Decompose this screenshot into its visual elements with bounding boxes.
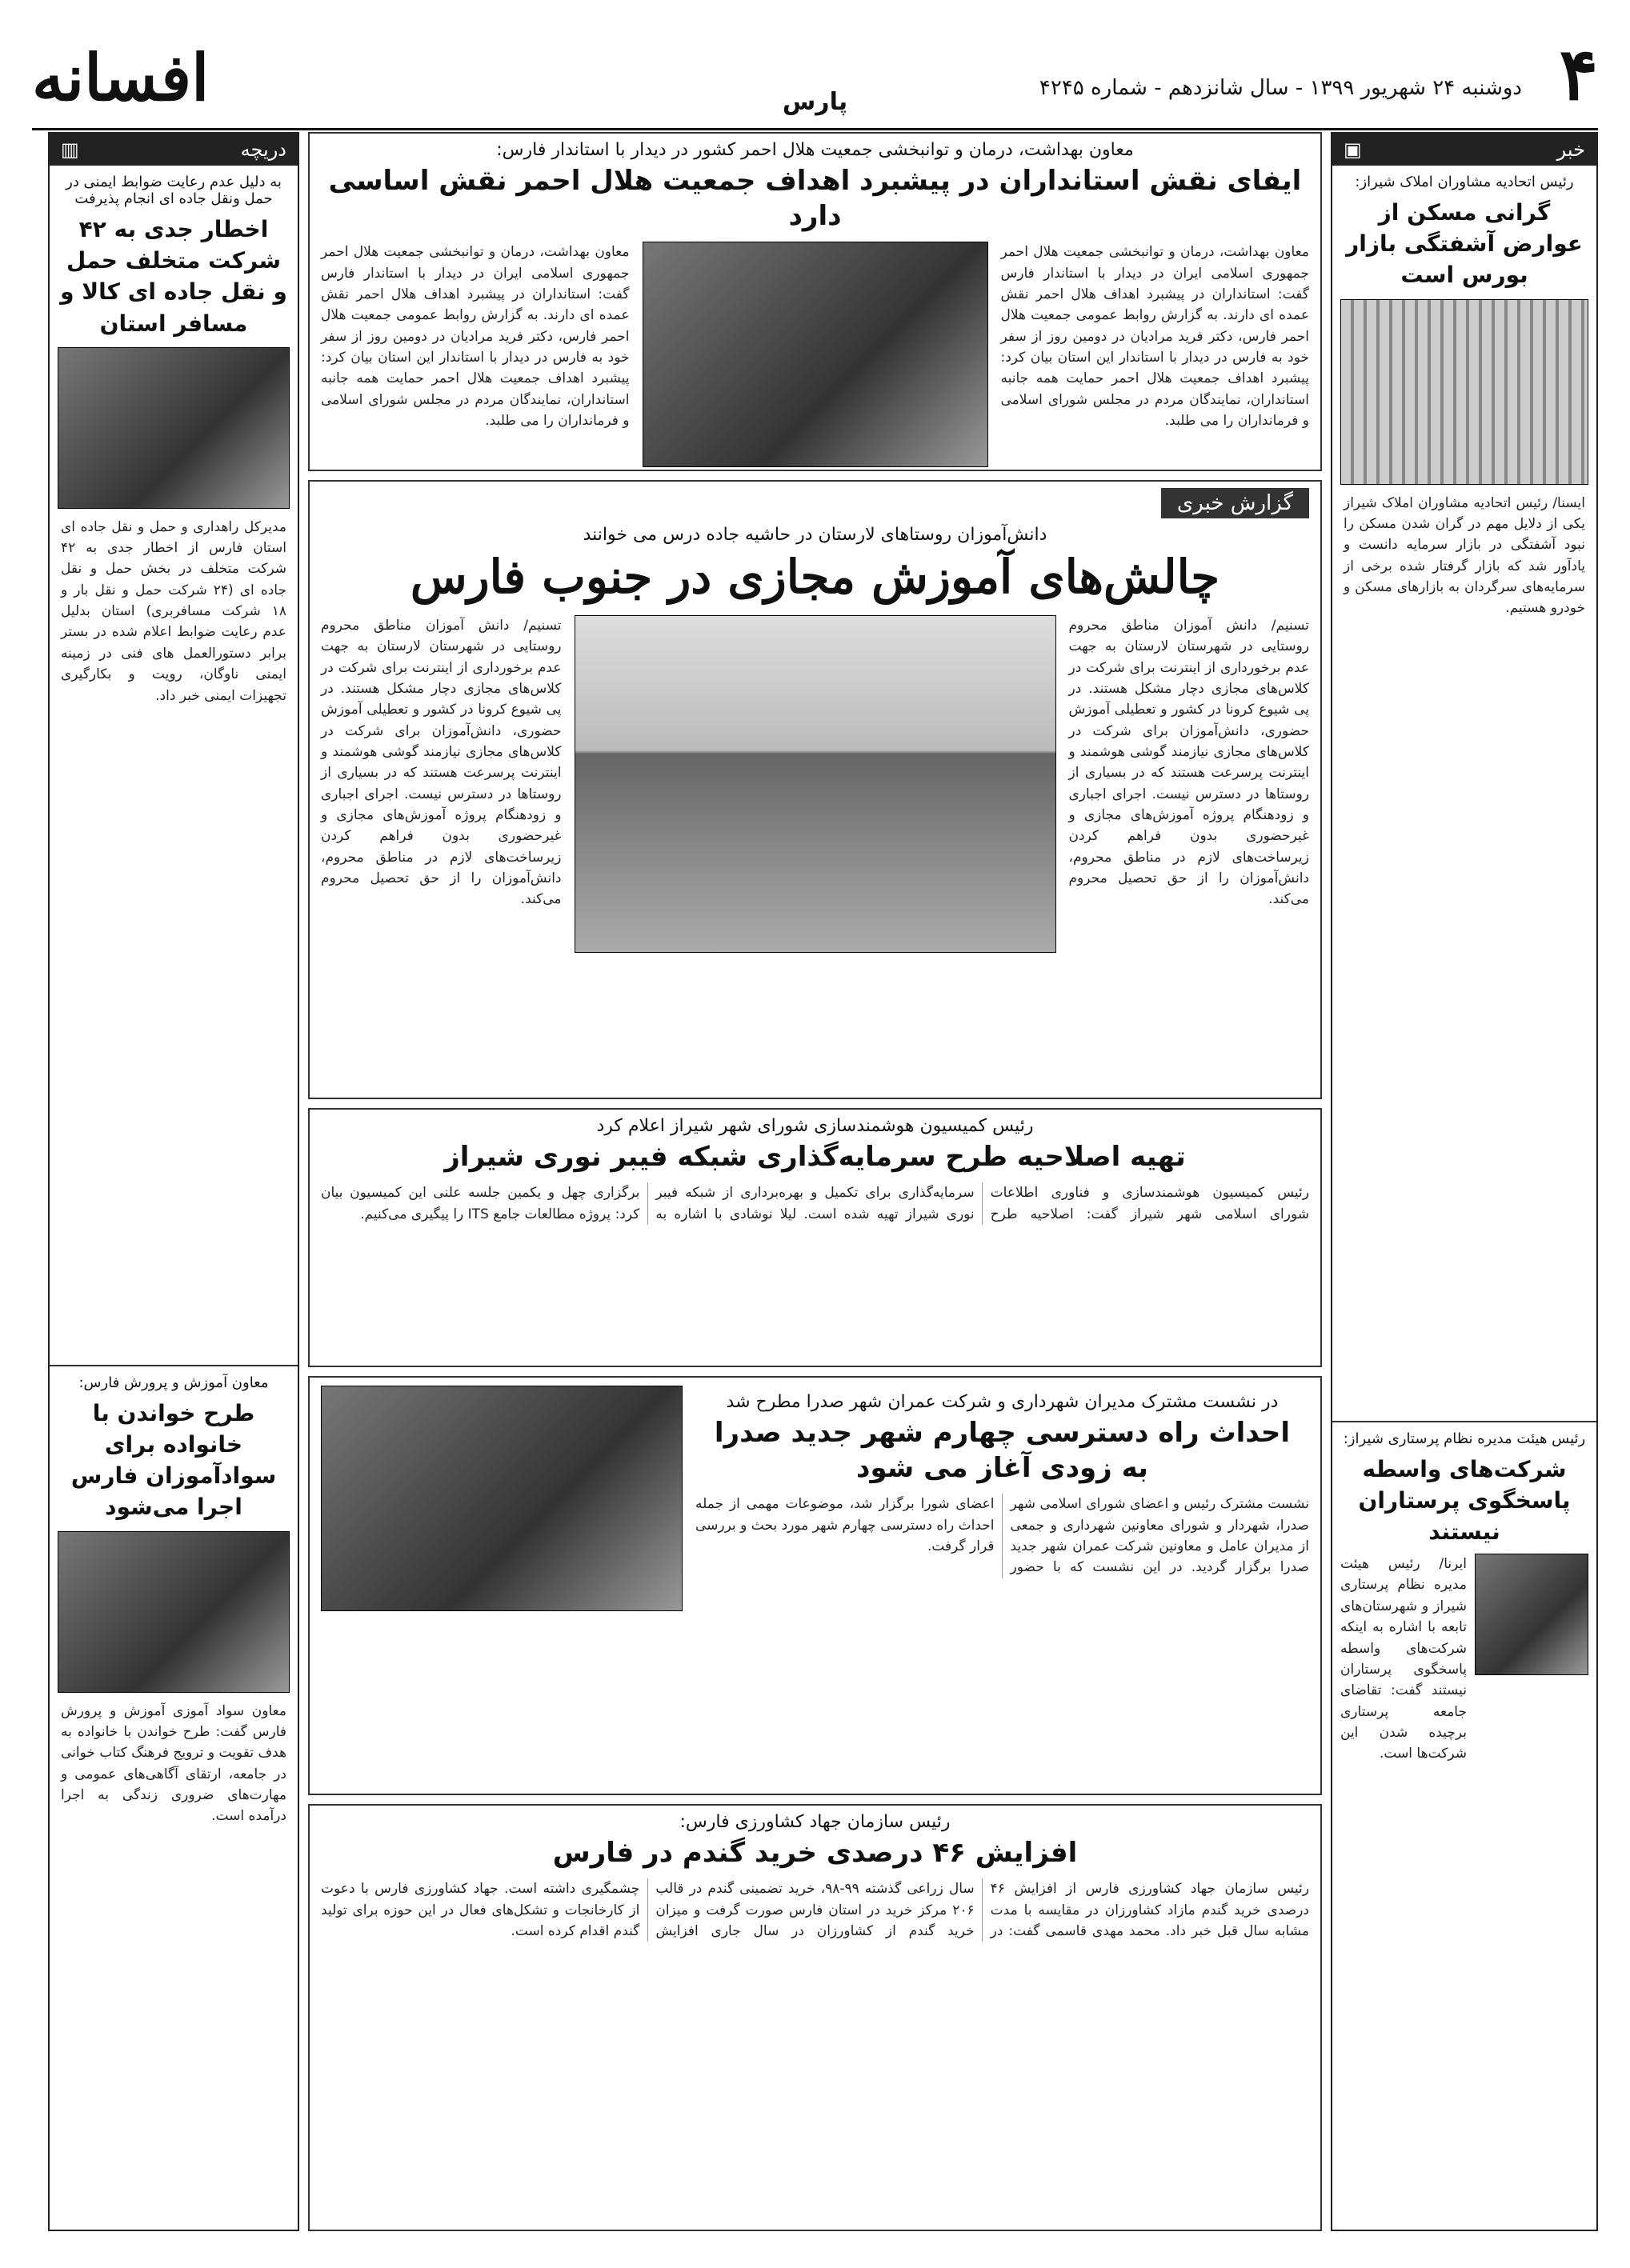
article4-kicker: در نشست مشترک مدیران شهرداری و شرکت عمران شهر صدرا مطرح شد <box>726 1392 1279 1412</box>
left-kicker: به دلیل عدم رعایت ضوابط ایمنی در حمل ونقل جاده ای انجام پذیرفت <box>66 174 282 207</box>
portrait-photo <box>1475 1554 1588 1675</box>
right-kicker: رئیس اتحادیه مشاوران املاک شیراز: <box>1355 174 1574 190</box>
road-photo <box>575 615 1056 953</box>
official-photo <box>58 347 290 509</box>
right-kicker-2: رئیس هیئت مدیره نظام پرستاری شیراز: <box>1343 1430 1586 1447</box>
education-official-photo <box>58 1531 290 1693</box>
article5-body: رئیس سازمان جهاد کشاورزی فارس از افزایش ۴۶ درصدی خرید گندم مازاد کشاورزان در مقایسه با مدت مشابه سال قبل خبر داد. محمد مهدی قاسمی گفت: در سال زراعی گذشته ۹۹-۹۸، خرید تضمینی گندم در قالب ۲۰۶ مرکز خرید در استان فارس صورت گرفت و میزان خرید گندم از کشاورزان در سال جاری افزایش چشمگیری داشته است. جهاد کشاورزی فارس با دعوت از کارخانجات و تشکل‌های فعال در این حوزه برای تولید گندم اقدام کرده است. <box>321 1881 1309 1939</box>
left-body: مدیرکل راهداری و حمل و نقل جاده ای استان فارس از اخطار جدی به ۴۲ شرکت متخلف در بخش حمل و نقل جاده ای (۲۴ شرکت حمل و نقل بار و ۱۸ شرکت مسافربری) استان بدلیل عدم رعایت ضوابط اعلام شده در بستر برابر دستورالعمل های فنی در زمینه ایمنی ناوگان، رویت و بکارگیری تجهیزات ایمنی خبر داد. <box>61 518 286 704</box>
right-body: ایسنا/ رئیس اتحادیه مشاوران املاک شیراز یکی از دلایل مهم در گران شدن مسکن را نبود آشفتگی در بازار سرمایه دانست و یادآور شد که بازار گرفتار شده برخی از سرمایه‌های سرگردان به بازارهای مسکن و خودرو هستیم. <box>1344 494 1585 617</box>
article2-kicker: دانش‌آموزان روستاهای لارستان در حاشیه جاده درس می خوانند <box>583 525 1047 545</box>
page-number: ۴ <box>1559 32 1598 117</box>
book-icon: ▥ <box>61 138 79 161</box>
article3-headline: تهیه اصلاحیه طرح سرمایه‌گذاری شبکه فیبر نوری شیراز <box>444 1141 1186 1173</box>
article-sadra-road <box>308 1376 1322 1795</box>
meeting-photo <box>643 242 988 467</box>
right-headline: گرانی مسکن از عوارض آشفتگی بازار بورس است <box>1346 199 1583 289</box>
dateline: دوشنبه ۲۴ شهریور ۱۳۹۹ - سال شانزدهم - شماره ۴۲۴۵ <box>1039 76 1522 100</box>
newspaper-logo: افسانه <box>32 40 210 115</box>
article1-kicker: معاون بهداشت، درمان و توانبخشی جمعیت هلال احمر کشور در دیدار با استاندار فارس: <box>496 140 1134 160</box>
article3-body: رئیس کمیسیون هوشمندسازی و فناوری اطلاعات شورای اسلامی شهر شیراز گفت: اصلاحیه طرح سرمایه‌گذاری برای تکمیل و بهره‌برداری از شبکه فیبر نوری شیراز تهیه شده است. لیلا نوشادی با اشاره به برگزاری چهل و یکمین جلسه علنی این کمیسیون بیان کرد: پروژه مطالعات جامع ITS را پیگیری می‌کنیم. <box>321 1185 1309 1222</box>
report-label: گزارش خبری <box>1161 488 1309 518</box>
article1-body-cont: معاون بهداشت، درمان و توانبخشی جمعیت هلال احمر جمهوری اسلامی ایران در دیدار با استاندار فارس گفت: استانداران در پیشبرد اهداف هلال احمر نقش عمده ای دارند. به گزارش روابط عمومی جمعیت هلال احمر فارس، دکتر فرید مرادیان در دومین روز از سفر خود به فارس در دیدار با استاندار این استان بیان کرد: پیشبرد اهداف جمعیت هلال احمر حمایت همه جانبه استانداران، نمایندگان مردم در مجلس شورای اسلامی و فرمانداران را می طلبد. <box>321 244 630 430</box>
center-area <box>308 132 1322 2228</box>
left-kicker-2: معاون آموزش و پرورش فارس: <box>78 1374 269 1391</box>
article-fiber-network <box>308 1108 1322 1367</box>
article2-headline: چالش‌های آموزش مجازی در جنوب فارس <box>410 550 1220 604</box>
news-icon: ▣ <box>1344 138 1362 161</box>
left-body-2: معاون سواد آموزی آموزش و پرورش فارس گفت: طرح خواندن با خانواده به هدف تقویت و ترویج فرهنگ کتاب خوانی در جامعه، ارتقای آگاهی‌های عمومی و مهارت‌های ضروری زندگی به اجرا درآمده است. <box>61 1702 286 1825</box>
buildings-photo <box>1340 299 1588 485</box>
left-column-tag <box>50 134 298 166</box>
article5-kicker: رئیس سازمان جهاد کشاورزی فارس: <box>679 1812 951 1832</box>
right-column-tag <box>1332 134 1596 166</box>
article-red-crescent <box>308 132 1322 471</box>
article2-body: تسنیم/ دانش آموزان مناطق محروم روستایی در شهرستان لارستان به جهت عدم برخورداری از اینترنت برای شرکت در کلاس‌های مجازی دچار مشکل هستند. در پی شیوع کرونا در کشور و تعطیلی آموزش حضوری، دانش‌آموزان برای شرکت در کلاس‌های مجازی نیازمند گوشی هوشمند و اینترنت پرسرعت هستند که در بسیاری از روستاها در دسترس نیست. اجرای اجباری و زودهنگام پروژه آموزش‌های مجازی و غیرحضوری بدون فراهم کردن زیرساخت‌های لازم در مناطق محروم، دانش‌آموزان را از حق تحصیل محروم می‌کند. <box>1068 618 1309 908</box>
tag-label: خبر <box>1556 138 1585 161</box>
article-wheat-purchase <box>308 1804 1322 2231</box>
left-headline-2: طرح خواندن با خانواده برای سوادآموزان فارس اجرا می‌شود <box>70 1399 277 1521</box>
right-headline-2: شرکت‌های واسطه پاسخگوی پرستاران نیستند <box>1358 1455 1571 1545</box>
right-column <box>1331 132 1598 2231</box>
section-title: پارس <box>782 88 848 116</box>
council-meeting-photo <box>321 1386 683 1611</box>
article4-body: نشست مشترک رئیس و اعضای شورای اسلامی شهر صدرا، شهردار و شورای معاونین شهرداری و جمعی از مدیران عامل و معاونین شرکت عمران شهر جدید صدرا برگزار گردید. در این نشست که با حضور اعضای شورا برگزار شد، موضوعات مهمی از جمله احداث راه دسترسی چهارم شهر مورد بحث و بررسی قرار گرفت. <box>695 1496 1309 1576</box>
right-body-2: ایرنا/ رئیس هیئت مدیره نظام پرستاری شیراز و شهرستان‌های تابعه با اشاره به اینکه شرکت‌های واسطه پاسخگوی پرستاران نیستند گفت: تقاضای جامعه پرستاری برچیده شدن این شرکت‌ها است. <box>1340 1556 1467 1762</box>
article5-headline: افزایش ۴۶ درصدی خرید گندم در فارس <box>552 1837 1078 1869</box>
article2-body-cont: تسنیم/ دانش آموزان مناطق محروم روستایی در شهرستان لارستان به جهت عدم برخورداری از اینترنت برای شرکت در کلاس‌های مجازی دچار مشکل هستند. در پی شیوع کرونا در کشور و تعطیلی آموزش حضوری، دانش‌آموزان برای شرکت در کلاس‌های مجازی نیازمند گوشی هوشمند و اینترنت پرسرعت هستند که در بسیاری از روستاها در دسترس نیست. اجرای اجباری و زودهنگام پروژه آموزش‌های مجازی و غیرحضوری بدون فراهم کردن زیرساخت‌های لازم در مناطق محروم، دانش‌آموزان را از حق تحصیل محروم می‌کند. <box>321 618 562 908</box>
article1-headline: ایفای نقش استانداران در پیشبرد اهداف جمعیت هلال احمر نقش اساسی دارد <box>328 165 1302 233</box>
left-column <box>48 132 299 2231</box>
masthead <box>32 32 1598 130</box>
tag-label: دریچه <box>240 138 286 161</box>
article4-headline: احداث راه دسترسی چهارم شهر جدید صدرا به زودی آغاز می شود <box>714 1417 1291 1485</box>
article3-kicker: رئیس کمیسیون هوشمندسازی شورای شهر شیراز اعلام کرد <box>596 1116 1034 1136</box>
article-online-education <box>308 480 1322 1099</box>
left-headline: اخطار جدی به ۴۲ شرکت متخلف حمل و نقل جاده ای کالا و مسافر استان <box>60 216 287 337</box>
article1-body: معاون بهداشت، درمان و توانبخشی جمعیت هلال احمر جمهوری اسلامی ایران در دیدار با استاندار فارس گفت: استانداران در پیشبرد اهداف هلال احمر نقش عمده ای دارند. به گزارش روابط عمومی جمعیت هلال احمر فارس، دکتر فرید مرادیان در دومین روز از سفر خود به فارس در دیدار با استاندار این استان بیان کرد: پیشبرد اهداف جمعیت هلال احمر حمایت همه جانبه استانداران، نمایندگان مردم در مجلس شورای اسلامی و فرمانداران را می طلبد. <box>1000 244 1309 430</box>
